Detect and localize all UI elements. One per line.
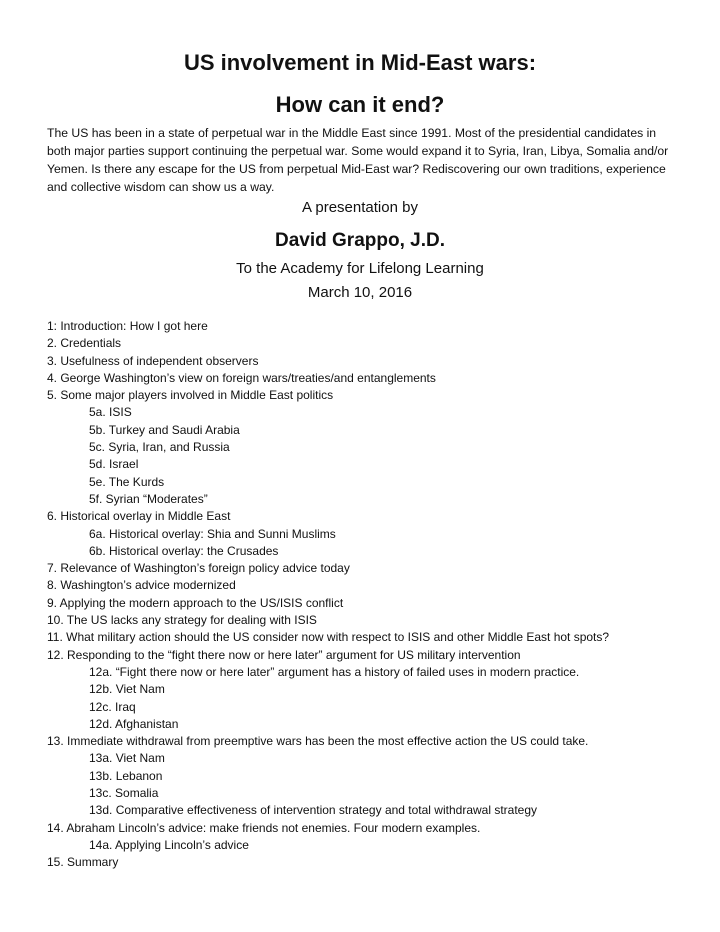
outline-subitem: 13c. Somalia (89, 786, 159, 801)
outline-item: 4. George Washington’s view on foreign wars/treaties/and entanglements (47, 370, 436, 385)
outline-subitem: 13d. Comparative effectiveness of intervention strategy and total withdrawal strategy (89, 803, 538, 818)
outline-item: 15. Summary (47, 855, 119, 870)
author-name: David Grappo, J.D. (275, 230, 445, 251)
outline-item: 2. Credentials (47, 336, 122, 351)
outline-item: 9. Applying the modern approach to the US/ISIS conflict (47, 595, 344, 610)
outline-item: 13. Immediate withdrawal from preemptive wars has been the most effective action the US could take. (47, 734, 589, 749)
outline-item: 11. What military action should the US consider now with respect to ISIS and other Middle East hot spots? (47, 630, 610, 645)
outline-subitem: 13b. Lebanon (89, 768, 163, 783)
outline-item: 12. Responding to the “fight there now or here later” argument for US military intervention (47, 647, 521, 662)
outline-item: 6. Historical overlay in Middle East (47, 509, 231, 524)
outline-subitem: 6a. Historical overlay: Shia and Sunni Muslims (89, 526, 336, 541)
outline-item: 7. Relevance of Washington’s foreign policy advice today (47, 561, 350, 576)
outline-subitem: 5e. The Kurds (89, 474, 165, 489)
venue-line: To the Academy for Lifelong Learning (236, 260, 484, 277)
outline-subitem: 5d. Israel (89, 457, 139, 472)
outline-subitem: 5c. Syria, Iran, and Russia (89, 440, 230, 455)
outline-subitem: 5a. ISIS (89, 405, 132, 420)
outline-list (47, 318, 707, 872)
outline-item: 14. Abraham Lincoln’s advice: make friends not enemies. Four modern examples. (47, 820, 481, 835)
page-title: US involvement in Mid-East wars: (183, 50, 537, 75)
outline-item: 1: Introduction: How I got here (47, 319, 208, 333)
outline-subitem: 5f. Syrian “Moderates” (89, 491, 208, 506)
outline-item: 10. The US lacks any strategy for dealing with ISIS (47, 613, 317, 628)
outline-item: 8. Washington’s advice modernized (47, 578, 236, 593)
outline-item: 5. Some major players involved in Middle East politics (47, 388, 334, 403)
outline-item: 3. Usefulness of independent observers (47, 353, 259, 368)
outline-subitem: 12c. Iraq (89, 699, 136, 714)
page-subtitle: How can it end? (275, 92, 445, 117)
outline-subitem: 12b. Viet Nam (89, 682, 165, 697)
outline-subitem: 14a. Applying Lincoln’s advice (89, 837, 249, 852)
outline-subitem: 12d. Afghanistan (89, 716, 179, 731)
outline-subitem: 12a. “Fight there now or here later” argument has a history of failed uses in modern practice. (89, 664, 580, 679)
intro-paragraph: The US has been in a state of perpetual war in the Middle East since 1991. Most of the presidential candidates in both major parties support continuing the perpetual war. Some would expand it to Syria, Iran, Libya, Somalia and/or Yemen. Is there any escape for the US from perpetual Mid-East war? Rediscovering our own traditions, experience and collective wisdom can show us a way. (47, 126, 669, 194)
presentation-date: March 10, 2016 (307, 284, 413, 301)
outline-subitem: 5b. Turkey and Saudi Arabia (89, 422, 240, 437)
outline-subitem: 6b. Historical overlay: the Crusades (89, 543, 279, 558)
outline-subitem: 13a. Viet Nam (89, 751, 165, 766)
presentation-by-label: A presentation by (302, 199, 418, 216)
